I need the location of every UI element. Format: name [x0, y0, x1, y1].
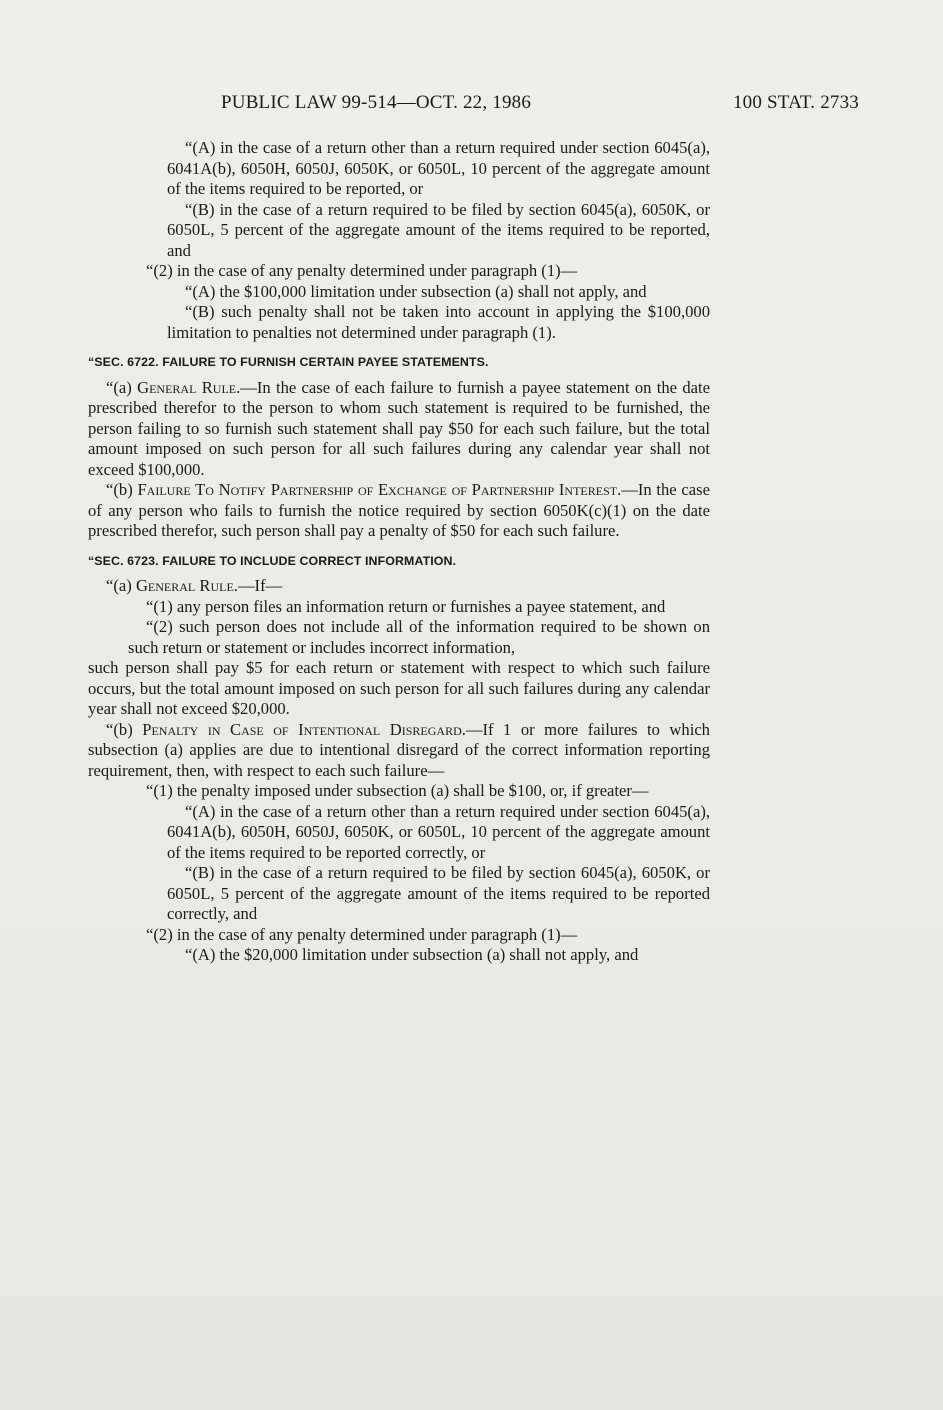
section-heading-6722: “SEC. 6722. FAILURE TO FURNISH CERTAIN PAYEE STATEMENTS. — [88, 355, 489, 369]
flush-text-6723-a: such person shall pay $5 for each return or statement with respect to which such failure occurs, but the total amount imposed on such person for all such failures during any calendar year shall not exceed $20,000. — [88, 658, 710, 718]
subsection-heading: General Rule. — [135, 576, 238, 595]
clause-6723-b-2a: “(A) the $20,000 limitation under subsection (a) shall not apply, and — [185, 945, 639, 964]
clause-2a: “(A) the $100,000 limitation under subsection (a) shall not apply, and — [185, 281, 647, 301]
subsection-text: —In the case of any person who fails to furnish the notice required by section 6050K(c)(1) on the date prescribed therefor, such person shall pay a penalty of $50 for each such failure. — [88, 480, 710, 540]
statute-text — [88, 138, 710, 966]
subsection-6722-a — [88, 378, 710, 481]
subsection-marker: “(a) — [106, 377, 138, 397]
subsection-6723-a — [88, 576, 710, 597]
section-heading-6723: “SEC. 6723. FAILURE TO INCLUDE CORRECT INFORMATION. — [88, 553, 457, 568]
paragraph-6723-a-2: “(2) such person does not include all of the information required to be shown on such return or statement or includes incorrect information, — [128, 617, 710, 657]
paragraph-6723-b-2: “(2) in the case of any penalty determined under paragraph (1)— — [146, 924, 578, 944]
clause-1b: “(B) in the case of a return required to be filed by section 6045(a), 6050K, or 6050L, 5 percent of the aggregate amount of the items required to be reported, and — [167, 199, 710, 260]
running-header — [88, 92, 859, 118]
paragraph-2: “(2) in the case of any penalty determined under paragraph (1)— — [146, 261, 578, 280]
subsection-6723-b — [88, 720, 710, 782]
clause-1a: “(A) in the case of a return other than a return required under section 6045(a), 6041A(b), 6050H, 6050J, 6050K, or 6050L, 10 percent of the aggregate amount of the items required to be reported, or — [167, 138, 710, 198]
subsection-text: —If 1 or more failures to which subsection (a) applies are due to intentional disregard of the correct information reporting requirement, then, with respect to each such failure— — [88, 719, 710, 780]
paragraph-6723-a-1: “(1) any person files an information return or furnishes a payee statement, and — [146, 596, 666, 616]
clause-6723-b-1b: “(B) in the case of a return required to be filed by section 6045(a), 6050K, or 6050L, 5 percent of the aggregate amount of the items required to be reported correctly, and — [167, 863, 710, 923]
clause-6723-b-1a: “(A) in the case of a return other than a return required under section 6045(a), 6041A(b), 6050H, 6050J, 6050K, or 6050L, 10 percent of the aggregate amount of the items required to be reported correctly, or — [167, 801, 710, 862]
subsection-text: —If— — [237, 576, 283, 595]
subsection-heading: Failure To Notify Partnership of Exchange of Partnership Interest. — [137, 480, 622, 499]
subsection-heading: General Rule. — [137, 377, 241, 397]
subsection-marker: “(b) — [106, 719, 143, 739]
clause-2b: “(B) such penalty shall not be taken into account in applying the $100,000 limitation to penalties not determined under paragraph (1). — [167, 302, 710, 342]
statute-page-number: 100 STAT. 2733 — [732, 92, 859, 113]
subsection-6722-b — [88, 480, 710, 542]
subsection-text: —In the case of each failure to furnish a payee statement on the date prescribed therefor to the person to whom such statement is required to be furnished, the person failing to so furnish such statement shall pay $50 for each such failure, but the total amount imposed on such person for all such failures during any calendar year shall not exceed $100,000. — [88, 377, 710, 479]
header-title: PUBLIC LAW 99-514—OCT. 22, 1986 — [221, 92, 532, 113]
subsection-marker: “(b) — [106, 480, 138, 499]
subsection-marker: “(a) — [106, 576, 136, 595]
paragraph-6723-b-1: “(1) the penalty imposed under subsection (a) shall be $100, or, if greater— — [146, 781, 649, 800]
subsection-heading: Penalty in Case of Intentional Disregard. — [142, 719, 466, 739]
